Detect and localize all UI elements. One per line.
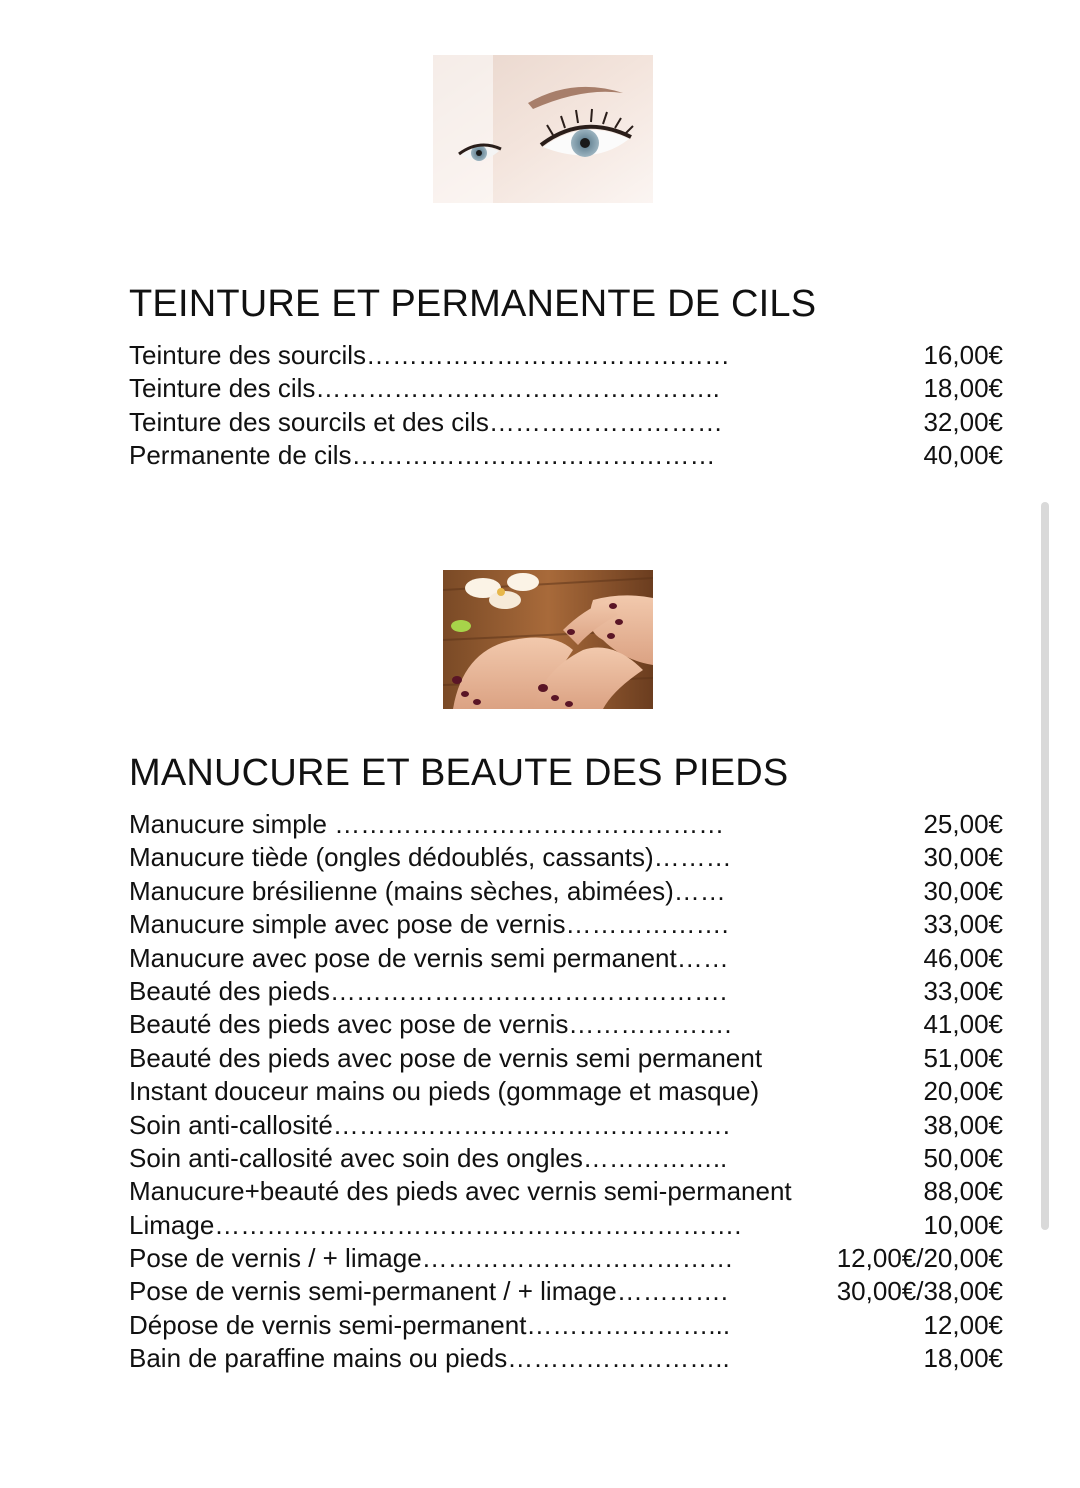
price-row [129, 1342, 1003, 1375]
price-row [129, 406, 1003, 439]
price-row [129, 372, 1003, 405]
service-price: 38,00€ [923, 1109, 1003, 1140]
service-price: 88,00€ [923, 1176, 1003, 1207]
service-label: Pose de vernis semi-permanent / + limage…………. [129, 1276, 728, 1307]
service-label: Teinture des cils……………………………………….. [129, 373, 720, 404]
price-row [129, 339, 1003, 372]
service-price: 50,00€ [923, 1142, 1003, 1173]
price-row [129, 1309, 1003, 1342]
service-label: Teinture des sourcils…………………………………… [129, 340, 730, 370]
service-price: 30,00€/38,00€ [836, 1276, 1003, 1307]
service-label: Manucure avec pose de vernis semi permanent…… [129, 942, 729, 973]
manicure-feet-photo [443, 570, 653, 709]
service-price: 30,00€ [923, 842, 1003, 873]
service-price: 18,00€ [923, 373, 1003, 404]
service-label: Manucure brésilienne (mains sèches, abimées)…… [129, 875, 726, 906]
service-label: Bain de paraffine mains ou pieds…………………….. [129, 1343, 730, 1374]
service-price: 33,00€ [923, 975, 1003, 1006]
price-list-cils [129, 339, 1003, 473]
price-row [129, 1075, 1003, 1108]
service-label: Teinture des sourcils et des cils……………………… [129, 406, 723, 437]
service-label: Beauté des pieds avec pose de vernis………………. [129, 1009, 732, 1040]
price-row [129, 841, 1003, 874]
service-price: 12,00€ [923, 1309, 1003, 1340]
price-row [129, 1209, 1003, 1242]
service-label: Manucure simple avec pose de vernis………………. [129, 909, 729, 940]
service-label: Instant douceur mains ou pieds (gommage et masque) [129, 1076, 760, 1107]
service-label: Beauté des pieds………………………………………. [129, 975, 728, 1006]
price-row [129, 942, 1003, 975]
price-row [129, 1275, 1003, 1308]
service-price: 41,00€ [923, 1009, 1003, 1040]
price-row [129, 875, 1003, 908]
service-price: 18,00€ [923, 1343, 1003, 1374]
service-price: 46,00€ [923, 942, 1003, 973]
section-title-cils: TEINTURE ET PERMANENTE DE CILS [129, 283, 817, 325]
service-label: Manucure+beauté des pieds avec vernis semi-permanent [129, 1176, 792, 1207]
service-label: Limage……………………………………………………. [129, 1209, 742, 1240]
service-label: Soin anti-callosité………………………………………. [129, 1109, 730, 1140]
service-price: 32,00€ [923, 406, 1003, 437]
vertical-scrollbar[interactable] [1041, 502, 1049, 1230]
service-price: 51,00€ [923, 1042, 1003, 1073]
service-price: 33,00€ [923, 909, 1003, 940]
eye-lashes-photo [433, 55, 653, 203]
price-row [129, 1109, 1003, 1142]
service-label: Permanente de cils…………………………………… [129, 440, 716, 471]
price-row [129, 1242, 1003, 1275]
price-row [129, 808, 1003, 841]
service-label: Dépose de vernis semi-permanent…………………... [129, 1309, 731, 1340]
price-row [129, 975, 1003, 1008]
service-price: 25,00€ [923, 809, 1003, 839]
service-price: 30,00€ [923, 875, 1003, 906]
price-row [129, 1008, 1003, 1041]
service-price: 40,00€ [923, 440, 1003, 471]
service-price: 16,00€ [923, 340, 1003, 370]
service-price: 12,00€/20,00€ [836, 1243, 1003, 1274]
price-row [129, 1175, 1003, 1208]
service-price: 10,00€ [923, 1209, 1003, 1240]
service-label: Soin anti-callosité avec soin des ongles…………….. [129, 1142, 728, 1173]
service-label: Beauté des pieds avec pose de vernis semi permanent [129, 1042, 763, 1073]
price-list-manucure [129, 808, 1003, 1376]
section-title-manucure: MANUCURE ET BEAUTE DES PIEDS [129, 752, 789, 794]
price-row [129, 439, 1003, 472]
price-row [129, 1142, 1003, 1175]
price-row [129, 908, 1003, 941]
service-label: Manucure simple ……………………………………… [129, 809, 725, 839]
service-price: 20,00€ [923, 1076, 1003, 1107]
service-label: Pose de vernis / + limage……………………………… [129, 1243, 734, 1274]
price-row [129, 1042, 1003, 1075]
service-label: Manucure tiède (ongles dédoublés, cassants)……… [129, 842, 732, 873]
